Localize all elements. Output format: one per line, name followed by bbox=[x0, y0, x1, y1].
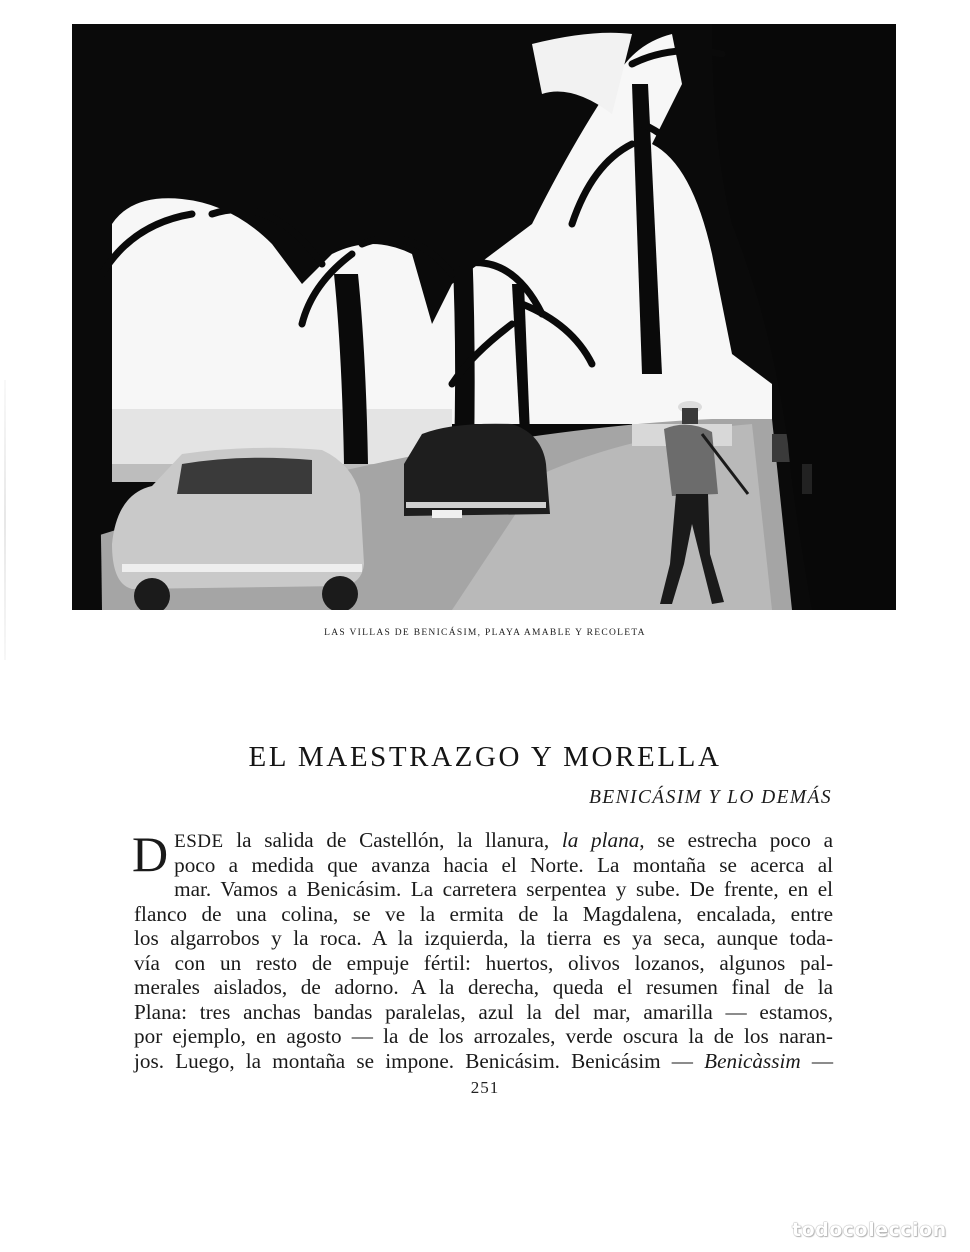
text-line-7: merales aislados, de adorno. A la derecha, queda el resumen final de la bbox=[134, 975, 833, 999]
drop-cap: D bbox=[132, 826, 169, 882]
text-line-9: por ejemplo, en agosto — la de los arrozales, verde oscura la de los naran- bbox=[134, 1024, 833, 1048]
photograph-benicasim-promenade bbox=[72, 24, 896, 610]
body-paragraph bbox=[134, 828, 833, 1073]
text-line-10: jos. Luego, la montaña se impone. Benicásim. Benicásim — Benicàssim — bbox=[134, 1048, 834, 1073]
watermark-logo: todocoleccion bbox=[792, 1219, 947, 1241]
section-subtitle: BENICÁSIM Y LO DEMÁS bbox=[588, 787, 832, 808]
text-line-3: mar. Vamos a Benicásim. La carretera serpentea y sube. De frente, en el bbox=[174, 877, 833, 901]
chapter-title: EL MAESTRAZGO Y MORELLA bbox=[248, 741, 722, 774]
text-line-2: poco a medida que avanza hacia el Norte. La montaña se acerca al bbox=[174, 852, 833, 877]
page-number: 251 bbox=[470, 1078, 500, 1097]
text-line-6: vía con un resto de empuje fértil: huertos, olivos lozanos, algunos pal- bbox=[134, 950, 833, 975]
photo-illustration bbox=[72, 24, 896, 610]
text-line-4: flanco de una colina, se ve la ermita de la Magdalena, encalada, entre bbox=[134, 901, 833, 926]
photo-caption: LAS VILLAS DE BENICÁSIM, PLAYA AMABLE Y RECOLETA bbox=[324, 628, 646, 638]
text-line-1: ESDE la salida de Castellón, la llanura, la plana, se estrecha poco a bbox=[174, 828, 833, 852]
text-line-8: Plana: tres anchas bandas paralelas, azul la del mar, amarilla — estamos, bbox=[134, 999, 833, 1024]
text-line-5: los algarrobos y la roca. A la izquierda, la tierra es ya seca, aunque toda- bbox=[134, 926, 833, 950]
scan-edge-artifact bbox=[4, 380, 6, 660]
